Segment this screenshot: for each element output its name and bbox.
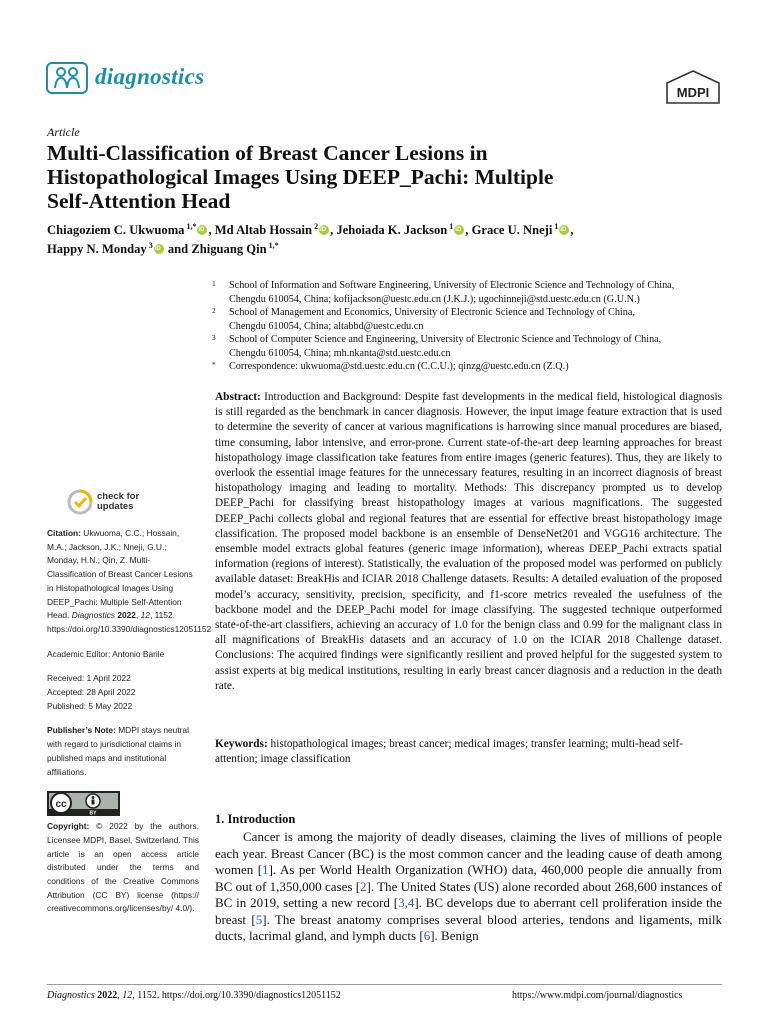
introduction-paragraph (215, 829, 722, 945)
citation-block: Citation: Ukwuoma, C.C.; Hossain, M.A.; Jackson, J.K.; Nneji, G.U.; Monday, H.N.; Qin, Z. Multi-Classification of Breast Cancer Lesions in Histopathological Images Using DEEP_Pachi: Multiple Self-Attention Head. Diagnostics 2022, 12, 1152. https://doi.org/10.3390/diagnostics12051152 (47, 528, 212, 634)
check-updates-icon (67, 489, 93, 515)
citation-link[interactable]: 6 (423, 928, 431, 943)
orcid-icon[interactable] (559, 225, 569, 235)
author-affiliation-mark: 1 (447, 221, 454, 231)
affiliation-mark: * (212, 360, 216, 369)
affiliation-item (212, 279, 727, 306)
citation-link[interactable]: 1 (262, 862, 269, 877)
abstract (215, 390, 722, 694)
author-affiliation-mark: 1 (552, 221, 559, 231)
affiliation-mark: 3 (212, 333, 216, 342)
copyright-block: Copyright: © 2022 by the authors. Licensee MDPI, Basel, Switzerland. This article is an open access article distributed under the terms and conditions of the Creative Commons Attribution (CC BY) license (https:// creativecommons.org/licenses/by/ 4.0/). (47, 821, 200, 914)
intro-text-run: ]. The breast anatomy comprises several blood arteries, tendons and ligaments, milk ducts, lacrimal gland, and lymph ducts [ (215, 911, 722, 943)
author-name[interactable]: Grace U. Nneji (471, 223, 553, 237)
author-name[interactable]: Chiagoziem C. Ukwuoma (47, 223, 185, 237)
footer-citation: Diagnostics 2022, 12, 1152. https://doi.org/10.3390/diagnostics12051152 (47, 990, 341, 1001)
title-line: Multi-Classification of Breast Cancer Lesions in (47, 141, 488, 165)
check-updates-text: check for updates (97, 491, 140, 512)
article-info-sidebar (47, 489, 212, 916)
academic-editor: Academic Editor: Antonio Barile (47, 648, 165, 659)
affiliation-line: School of Computer Science and Engineering, University of Electronic Science and Technology of China, (229, 334, 662, 345)
author-affiliation-mark: 2 (312, 221, 319, 231)
author-name[interactable]: Jehoiada K. Jackson (336, 223, 448, 237)
affiliation-mark: 2 (212, 306, 216, 315)
intro-text-run: ]. BC develops due to aberrant cell proliferation inside the breast [ (215, 895, 722, 927)
author-name[interactable]: Zhiguang Qin (191, 242, 267, 256)
citation-link[interactable]: 3,4 (398, 895, 415, 910)
published-date: Published: 5 May 2022 (47, 700, 133, 711)
affiliation-line: Chengdu 610054, China; altabbd@uestc.edu.cn (229, 320, 424, 332)
affiliation-item (212, 360, 727, 374)
svg-text:BY: BY (89, 810, 97, 817)
author-affiliation-mark: 3 (146, 240, 153, 250)
citation-link[interactable]: 2 (360, 878, 367, 894)
affiliation-line: School of Information and Software Engineering, University of Electronic Science and Technology of China, (229, 280, 675, 291)
orcid-icon[interactable] (154, 244, 164, 254)
publisher-note: Publisher’s Note: MDPI stays neutral with regard to jurisdictional claims in published maps and institutional affiliations. (47, 725, 189, 777)
keywords (215, 737, 722, 767)
citation-doi-link[interactable]: , 1152. https://doi.org/10.3390/diagnostics12051152 (47, 610, 212, 634)
author-list: Chiagoziem C. Ukwuoma $^{1,*}$iD , Md Altab Hossain $^2$iD , Jehoiada K. Jackson $^1$iD , Grace U. Nneji $^1$iD , Happy N. Monday $^3$iD and Zhiguang Qin $^{1,*}$ (47, 221, 737, 259)
check-for-updates-button[interactable] (67, 489, 199, 515)
affiliation-line: Chengdu 610054, China; mh.nkanta@std.uestc.edu.cn (229, 347, 451, 359)
section-heading-introduction: 1. Introduction (215, 812, 296, 826)
orcid-icon[interactable] (319, 225, 329, 235)
orcid-icon[interactable] (197, 225, 207, 235)
article-type: Article (47, 125, 80, 139)
affiliation-mark: 1 (212, 279, 216, 288)
intro-text-run: ]. The United States (US) alone recorded about 268,600 instances of BC in 2019, setting a new record [ (215, 878, 722, 910)
author-name[interactable]: Happy N. Monday (47, 242, 147, 256)
title-line: Histopathological Images Using DEEP_Pachi: Multiple (47, 165, 554, 189)
footer-divider (47, 984, 722, 985)
author-name[interactable]: Md Altab Hossain (214, 223, 313, 237)
diagnostics-logo-icon (46, 62, 88, 94)
keywords-label: Keywords: (215, 738, 268, 750)
intro-text-run: ]. As per World Health Organization (WHO) data, 460,000 people die annually from BC out of 1,350,000 cases [ (215, 862, 722, 894)
intro-text-run: ]. Benign (430, 928, 479, 943)
journal-name: diagnostics (95, 64, 205, 89)
cc-by-license-icon[interactable] (47, 791, 120, 816)
affiliation-line: Correspondence: ukwuoma@std.uestc.edu.cn (C.C.U.); qinzg@uestc.edu.cn (Z.Q.) (229, 361, 569, 372)
affiliation-line: School of Management and Economics, University of Electronic Science and Technology of China, (229, 307, 635, 318)
affiliations (212, 279, 727, 374)
accepted-date: Accepted: 28 April 2022 (47, 687, 136, 698)
author-affiliation-mark: 1,* (184, 221, 197, 231)
mdpi-logo-icon (664, 69, 722, 105)
abstract-label: Abstract: (215, 391, 261, 403)
mdpi-logo-text: MDPI (676, 85, 710, 100)
abstract-text: Introduction and Background: Despite fast developments in the medical field, histological diagnosis is still regarded as the benchmark in cancer diagnosis. However, the input image feature extraction that is used to determine the severity of cancer at various magnifications is harrowing since manual procedures are biased, time consuming, labor intensive, and error-prone. Current state-of-the-art deep learning approaches for breast histopathology image classification take features from entire images (generic features). Thus, they are likely to overlook the essential image features for the unnecessary features, resulting in an incorrect diagnosis of breast histopathology imaging and leading to mortality. Methods: This discrepancy prompted us to develop DEEP_Pachi for classifying breast histopathology images at various magnifications. The suggested DEEP_Pachi collects global and regional features that are essential for effective breast histopathology image classification. The proposed model backbone is an ensemble of DenseNet201 and VGG16 architecture. The ensemble model extracts global features (generic image information), whereas DEEP_Pachi extracts spatial information (regions of interest). Statistically, the evaluation of the proposed model was performed on publicly available dataset: BreakHis and ICIAR 2018 Challenge datasets. Results: A detailed evaluation of the proposed model’s accuracy, sensitivity, precision, specificity, and f1-score metrics revealed the usefulness of the backbone model and the DEEP_Pachi model for image classifying. The suggested technique outperformed state-of-the-art classifiers, achieving an accuracy of 1.0 for the benign class and 0.99 for the malignant class in all magnifications of BreakHis datasets and an accuracy of 1.0 on the ICIAR 2018 Challenge dataset. Conclusions: The acquired findings were significantly resilient and proved helpful for the suggested system to assist experts at big medical institutions, resulting in early breast cancer diagnosis and a reduction in the death rate. (215, 391, 722, 692)
keywords-text: histopathological images; breast cancer; medical images; transfer learning; multi-head self-attention; image classification (215, 738, 684, 766)
author-affiliation-mark: 1,* (266, 240, 279, 250)
received-date: Received: 1 April 2022 (47, 673, 131, 684)
affiliation-item (212, 333, 727, 360)
orcid-icon[interactable] (454, 225, 464, 235)
article-title (47, 141, 707, 213)
intro-text-run: Cancer is among the majority of deadly diseases, claiming the lives of millions of people each year. Breast Cancer (BC) is the most common cancer and the leading cause of death among women [ (215, 829, 722, 877)
affiliation-item (212, 306, 727, 333)
title-line: Self-Attention Head (47, 189, 231, 213)
citation-link[interactable]: 5 (255, 911, 263, 927)
svg-text:cc: cc (55, 799, 67, 811)
affiliation-line: Chengdu 610054, China; kofijackson@uestc.edu.cn (J.K.J.); ugochinneji@std.uestc.edu.cn (G.U.N.) (229, 293, 640, 305)
footer-journal-link[interactable]: https://www.mdpi.com/journal/diagnostics (512, 990, 683, 1001)
